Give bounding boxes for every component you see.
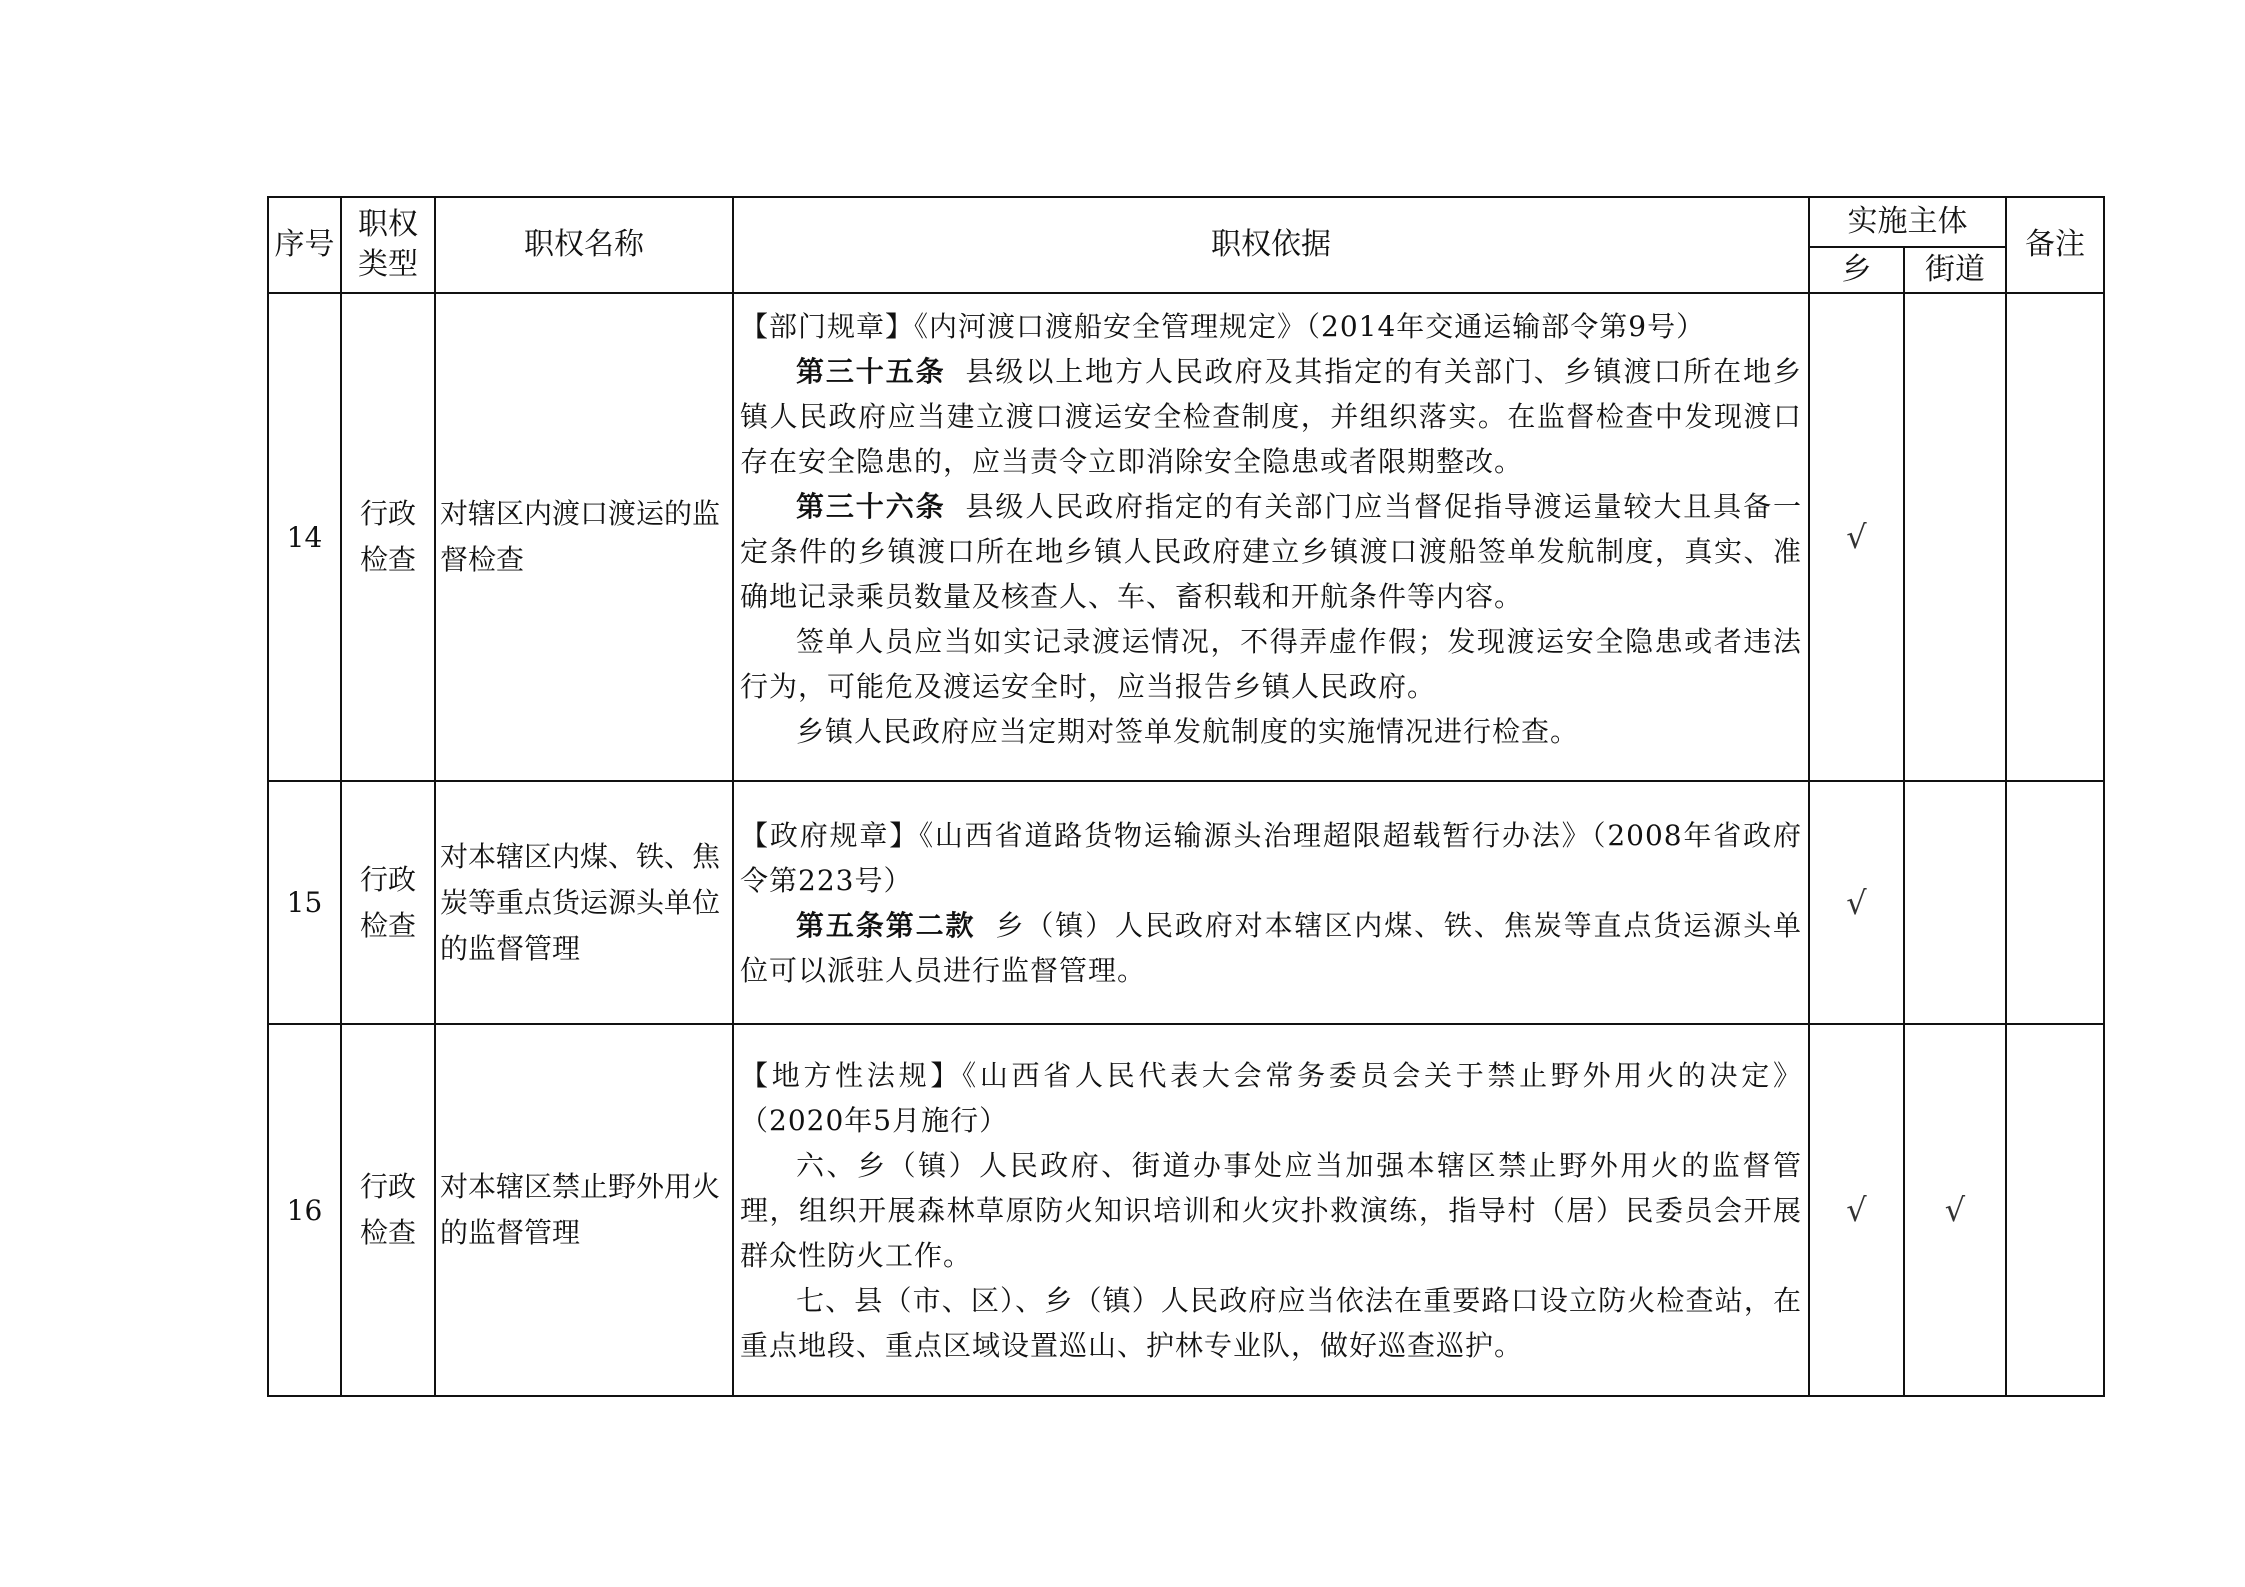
row-basis [733, 293, 1809, 781]
article-text: 县级以上地方人民政府及其指定的有关部门、乡镇渡口所在地乡镇人民政府应当建立渡口渡运安全检查制度，并组织落实。在监督检查中发现渡口存在安全隐患的，应当责令立即消除安全隐患或者限期整改。 [740, 355, 1802, 478]
name-value: 对辖区内渡口渡运的监督检查 [440, 497, 721, 576]
header-implementer: 实施主体 [1809, 197, 2006, 247]
row-type [341, 293, 435, 781]
row-township [1809, 1024, 1904, 1396]
row-street [1904, 293, 2006, 781]
header-row-top [268, 197, 2104, 247]
row-remark [2006, 781, 2104, 1024]
row-basis [733, 1024, 1809, 1396]
row-township [1809, 293, 1904, 781]
basis-paragraph [740, 903, 1802, 993]
basis-paragraph [740, 709, 1802, 754]
basis-source: 【部门规章】《内河渡口渡船安全管理规定》（2014年交通运输部令第9号） [740, 310, 1706, 343]
article-label: 第三十六条 [796, 490, 946, 523]
row-name [435, 1024, 733, 1396]
name-value: 对本辖区内煤、铁、焦炭等重点货运源头单位的监督管理 [440, 839, 721, 965]
row-street [1904, 781, 2006, 1024]
header-basis: 职权依据 [733, 197, 1809, 293]
check-mark-icon: √ [1944, 1191, 1966, 1229]
article-text: 签单人员应当如实记录渡运情况，不得弄虚作假；发现渡运安全隐患或者违法行为，可能危及渡运安全时，应当报告乡镇人民政府。 [740, 625, 1802, 703]
name-value: 对本辖区禁止野外用火的监督管理 [440, 1170, 721, 1249]
seq-value: 15 [286, 886, 323, 919]
article-text: 乡（镇）人民政府对本辖区内煤、铁、焦炭等直点货运源头单位可以派驻人员进行监督管理。 [740, 908, 1802, 987]
basis-paragraph [740, 1278, 1802, 1368]
row-remark [2006, 293, 2104, 781]
seq-value: 16 [286, 1193, 323, 1227]
basis-paragraph [740, 1143, 1802, 1278]
basis-source: 【地方性法规】《山西省人民代表大会常务委员会关于禁止野外用火的决定》（2020年5月施行） [740, 1058, 1802, 1137]
row-seq [268, 1024, 341, 1396]
article-text: 七、县（市、区）、乡（镇）人民政府应当依法在重要路口设立防火检查站，在重点地段、重点区域设置巡山、护林专业队，做好巡查巡护。 [740, 1283, 1802, 1362]
row-street [1904, 1024, 2006, 1396]
article-label: 第五条第二款 [796, 908, 976, 942]
header-seq: 序号 [268, 197, 341, 293]
header-type [341, 197, 435, 293]
row-seq [268, 781, 341, 1024]
type-value: 行政检查 [359, 1170, 416, 1249]
row-type [341, 1024, 435, 1396]
type-value: 行政检查 [359, 497, 416, 576]
header-street: 街道 [1904, 247, 2006, 293]
row-name [435, 293, 733, 781]
row-basis [733, 781, 1809, 1024]
row-type [341, 781, 435, 1024]
header-type-label: 职权类型 [358, 207, 418, 282]
article-text: 乡镇人民政府应当定期对签单发航制度的实施情况进行检查。 [796, 715, 1580, 748]
table-row [268, 1024, 2104, 1396]
basis-paragraph [740, 349, 1802, 484]
authority-table [267, 196, 2105, 1397]
row-seq [268, 293, 341, 781]
header-name: 职权名称 [435, 197, 733, 293]
header-remark: 备注 [2006, 197, 2104, 293]
article-text: 县级人民政府指定的有关部门应当督促指导渡运量较大且具备一定条件的乡镇渡口所在地乡镇人民政府建立乡镇渡口渡船签单发航制度，真实、准确地记录乘员数量及核查人、车、畜积载和开航条件等内容。 [740, 490, 1802, 613]
row-township [1809, 781, 1904, 1024]
row-remark [2006, 1024, 2104, 1396]
article-label: 第三十五条 [796, 355, 946, 388]
basis-paragraph [740, 484, 1802, 619]
row-name [435, 781, 733, 1024]
seq-value: 14 [286, 520, 323, 554]
table-row [268, 293, 2104, 781]
header-township: 乡 [1809, 247, 1904, 293]
check-mark-icon: √ [1846, 518, 1867, 556]
basis-source: 【政府规章】《山西省道路货物运输源头治理超限超载暂行办法》（2008年省政府令第223号） [740, 818, 1802, 897]
table-row [268, 781, 2104, 1024]
article-text: 六、乡（镇）人民政府、街道办事处应当加强本辖区禁止野外用火的监督管理，组织开展森林草原防火知识培训和火灾扑救演练，指导村（居）民委员会开展群众性防火工作。 [740, 1148, 1802, 1272]
type-value: 行政检查 [359, 862, 416, 942]
check-mark-icon: √ [1846, 1191, 1867, 1229]
basis-paragraph [740, 619, 1802, 709]
check-mark-icon: √ [1846, 883, 1867, 922]
